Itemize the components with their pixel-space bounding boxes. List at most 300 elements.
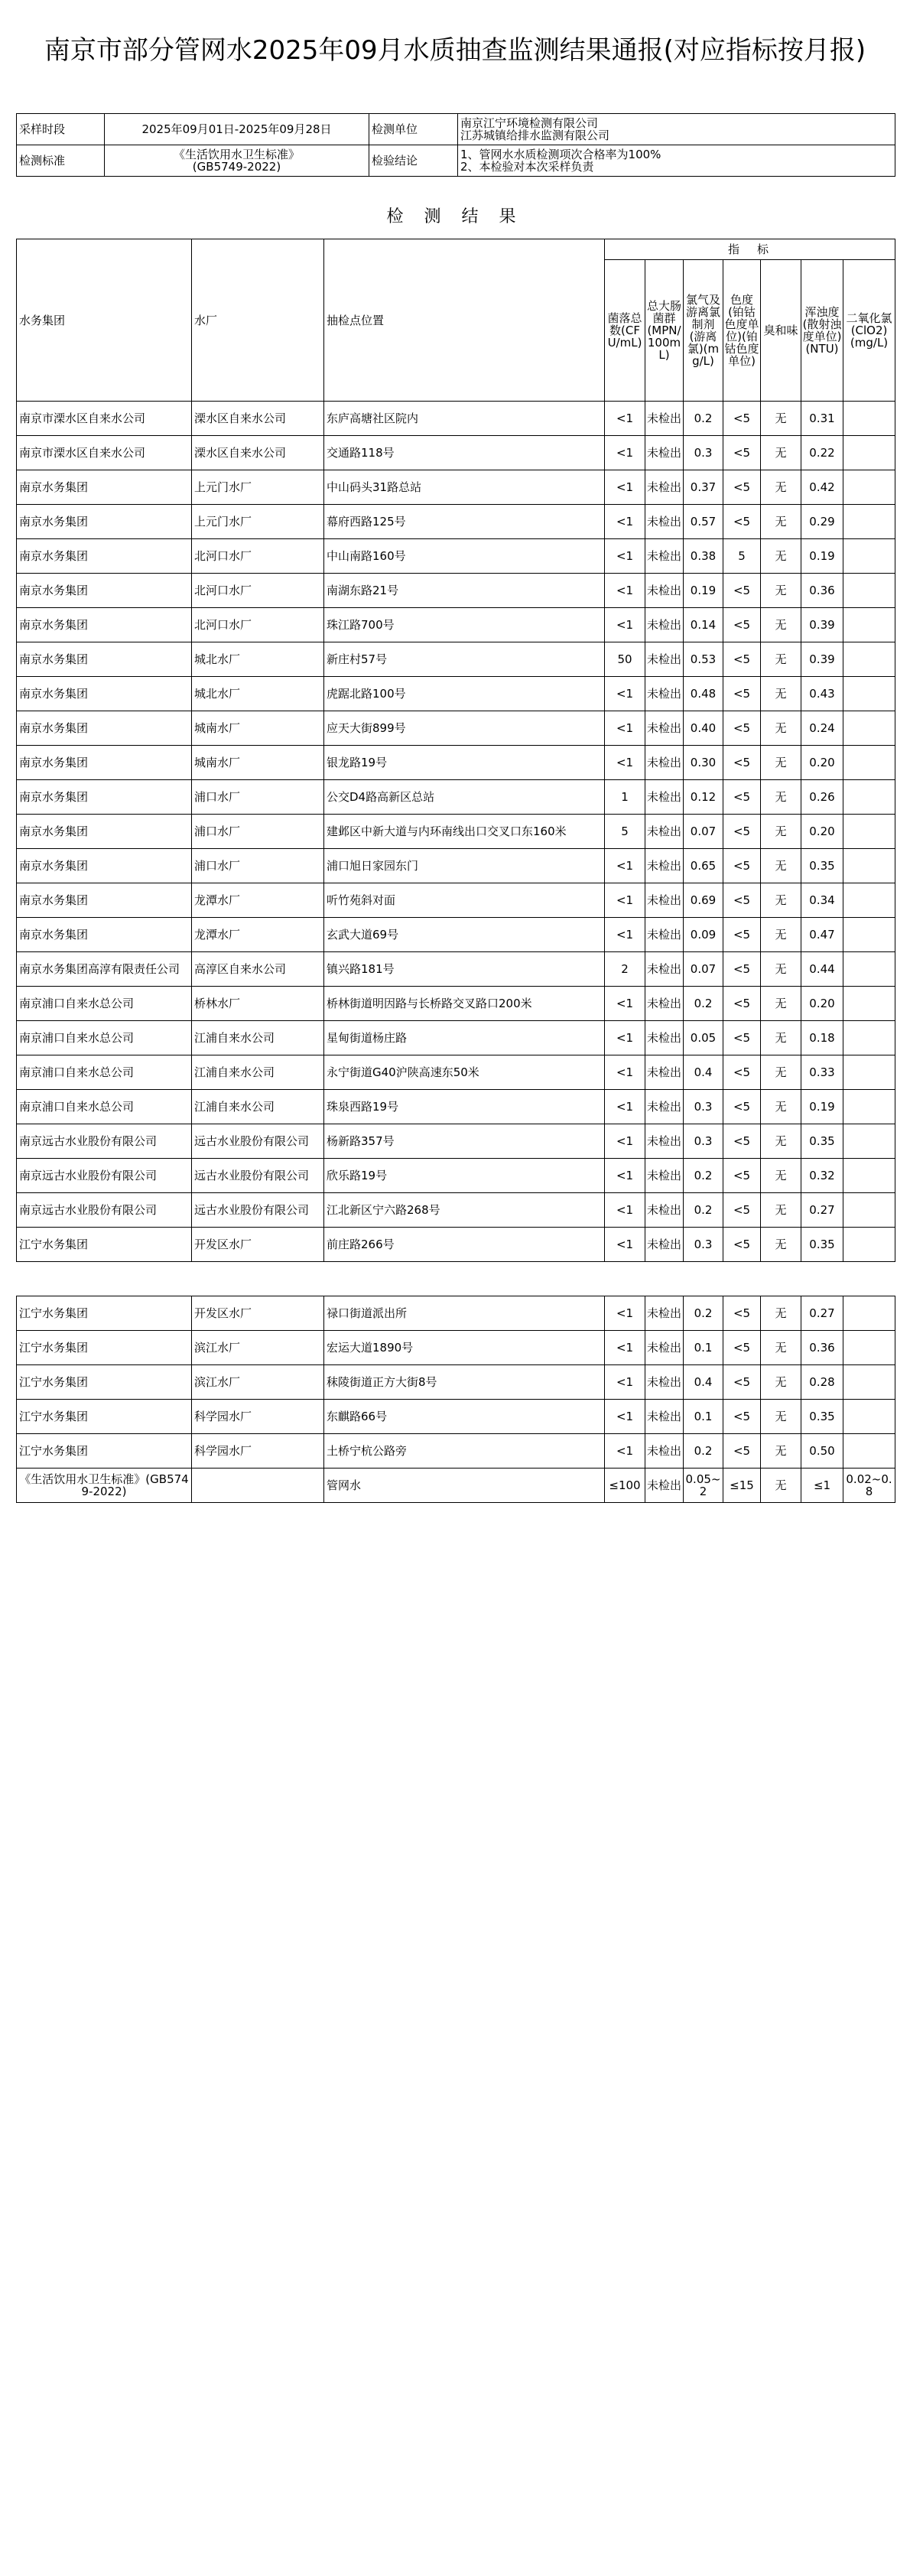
clo2-cell xyxy=(843,436,895,470)
group-cell: 南京水务集团高淳有限责任公司 xyxy=(17,952,192,987)
group-cell: 江宁水务集团 xyxy=(17,1400,192,1434)
color-cell: <5 xyxy=(723,987,761,1021)
group-cell: 南京浦口自来水总公司 xyxy=(17,987,192,1021)
section-gap-cell xyxy=(17,1262,895,1296)
results-title: 检 测 结 果 xyxy=(386,207,524,226)
plant-cell: 科学园水厂 xyxy=(192,1400,324,1434)
color-cell: <5 xyxy=(723,815,761,849)
odor-cell: 无 xyxy=(761,711,801,746)
testing-unit-line: 南京江宁环境检测有限公司 xyxy=(460,116,599,130)
color-cell: <5 xyxy=(723,1159,761,1193)
color-cell: <5 xyxy=(723,1228,761,1262)
odor-cell: 无 xyxy=(761,1365,801,1400)
color-cell: ≤15 xyxy=(723,1469,761,1503)
odor-cell: 无 xyxy=(761,1159,801,1193)
plant-cell: 浦口水厂 xyxy=(192,815,324,849)
colony-cell: <1 xyxy=(605,1055,645,1090)
location-cell: 新庄村57号 xyxy=(324,642,605,677)
plant-cell: 溧水区自来水公司 xyxy=(192,402,324,436)
coliform-cell: 未检出 xyxy=(645,952,684,987)
odor-cell: 无 xyxy=(761,677,801,711)
table-row xyxy=(17,1090,895,1124)
standard-name-cell: 《生活饮用水卫生标准》(GB5749-2022) xyxy=(17,1469,192,1503)
table-row xyxy=(17,918,895,952)
chlorine-cell: 0.2 xyxy=(684,1193,723,1228)
chlorine-cell: 0.4 xyxy=(684,1365,723,1400)
color-cell: <5 xyxy=(723,1090,761,1124)
info-row-1 xyxy=(17,114,895,145)
coliform-cell: 未检出 xyxy=(645,746,684,780)
chlorine-cell: 0.38 xyxy=(684,539,723,574)
chlorine-cell: 0.2 xyxy=(684,1434,723,1469)
table-row xyxy=(17,711,895,746)
colony-cell: <1 xyxy=(605,918,645,952)
group-cell: 南京水务集团 xyxy=(17,608,192,642)
coliform-cell: 未检出 xyxy=(645,1193,684,1228)
table-row xyxy=(17,1159,895,1193)
coliform-cell: 未检出 xyxy=(645,642,684,677)
location-cell: 秣陵街道正方大街8号 xyxy=(324,1365,605,1400)
chlorine-cell: 0.05~2 xyxy=(684,1469,723,1503)
group-cell: 南京市溧水区自来水公司 xyxy=(17,436,192,470)
plant-cell: 江浦自来水公司 xyxy=(192,1055,324,1090)
color-cell: <5 xyxy=(723,1124,761,1159)
colony-cell: <1 xyxy=(605,1193,645,1228)
clo2-cell xyxy=(843,849,895,883)
table-row xyxy=(17,1055,895,1090)
coliform-cell: 未检出 xyxy=(645,1331,684,1365)
table-row xyxy=(17,505,895,539)
color-cell: <5 xyxy=(723,711,761,746)
odor-cell: 无 xyxy=(761,1331,801,1365)
turbidity-cell: 0.20 xyxy=(801,746,843,780)
plant-cell: 滨江水厂 xyxy=(192,1331,324,1365)
odor-cell: 无 xyxy=(761,1193,801,1228)
chlorine-cell: 0.53 xyxy=(684,642,723,677)
location-cell: 管网水 xyxy=(324,1469,605,1503)
odor-cell: 无 xyxy=(761,746,801,780)
colony-cell: <1 xyxy=(605,1296,645,1331)
location-cell: 珠泉西路19号 xyxy=(324,1090,605,1124)
odor-cell: 无 xyxy=(761,1090,801,1124)
group-cell: 南京水务集团 xyxy=(17,883,192,918)
chlorine-cell: 0.14 xyxy=(684,608,723,642)
location-cell: 东麒路66号 xyxy=(324,1400,605,1434)
chlorine-cell: 0.40 xyxy=(684,711,723,746)
turbidity-cell: 0.43 xyxy=(801,677,843,711)
chlorine-cell: 0.3 xyxy=(684,1228,723,1262)
chlorine-cell: 0.2 xyxy=(684,1159,723,1193)
plant-cell: 城北水厂 xyxy=(192,677,324,711)
coliform-cell: 未检出 xyxy=(645,1296,684,1331)
sampling-period-value: 2025年09月01日-2025年09月28日 xyxy=(105,114,369,145)
clo2-cell xyxy=(843,1021,895,1055)
clo2-cell xyxy=(843,1228,895,1262)
colony-cell: <1 xyxy=(605,1124,645,1159)
group-cell: 南京水务集团 xyxy=(17,677,192,711)
table-row xyxy=(17,1228,895,1262)
color-cell: <5 xyxy=(723,436,761,470)
turbidity-cell: 0.20 xyxy=(801,987,843,1021)
results-body xyxy=(17,402,895,1503)
group-cell: 南京浦口自来水总公司 xyxy=(17,1055,192,1090)
clo2-cell xyxy=(843,505,895,539)
turbidity-cell: 0.31 xyxy=(801,402,843,436)
chlorine-cell: 0.65 xyxy=(684,849,723,883)
table-row xyxy=(17,608,895,642)
color-cell: <5 xyxy=(723,1296,761,1331)
table-row xyxy=(17,815,895,849)
chlorine-cell: 0.07 xyxy=(684,952,723,987)
color-cell: <5 xyxy=(723,642,761,677)
plant-cell: 龙潭水厂 xyxy=(192,883,324,918)
plant-cell: 浦口水厂 xyxy=(192,780,324,815)
group-cell: 江宁水务集团 xyxy=(17,1365,192,1400)
location-cell: 建邺区中新大道与内环南线出口交叉口东160米 xyxy=(324,815,605,849)
location-cell: 银龙路19号 xyxy=(324,746,605,780)
coliform-cell: 未检出 xyxy=(645,608,684,642)
colony-cell: <1 xyxy=(605,1400,645,1434)
location-cell: 镇兴路181号 xyxy=(324,952,605,987)
chlorine-cell: 0.2 xyxy=(684,987,723,1021)
chlorine-cell: 0.3 xyxy=(684,1090,723,1124)
table-row xyxy=(17,1434,895,1469)
odor-cell: 无 xyxy=(761,1124,801,1159)
plant-cell: 江浦自来水公司 xyxy=(192,1021,324,1055)
color-cell: <5 xyxy=(723,883,761,918)
conclusion-value xyxy=(458,145,895,177)
location-cell: 交通路118号 xyxy=(324,436,605,470)
group-cell: 南京水务集团 xyxy=(17,849,192,883)
chlorine-cell: 0.2 xyxy=(684,402,723,436)
plant-cell xyxy=(192,1469,324,1503)
header-plant: 水厂 xyxy=(192,239,324,402)
colony-cell: <1 xyxy=(605,1331,645,1365)
odor-cell: 无 xyxy=(761,1021,801,1055)
location-cell: 玄武大道69号 xyxy=(324,918,605,952)
chlorine-cell: 0.3 xyxy=(684,1124,723,1159)
chlorine-cell: 0.37 xyxy=(684,470,723,505)
group-cell: 江宁水务集团 xyxy=(17,1228,192,1262)
location-cell: 南湖东路21号 xyxy=(324,574,605,608)
coliform-cell: 未检出 xyxy=(645,1055,684,1090)
coliform-cell: 未检出 xyxy=(645,815,684,849)
color-cell: <5 xyxy=(723,505,761,539)
turbidity-cell: 0.32 xyxy=(801,1159,843,1193)
plant-cell: 城南水厂 xyxy=(192,711,324,746)
turbidity-cell: 0.20 xyxy=(801,815,843,849)
standard-line: (GB5749-2022) xyxy=(192,160,281,174)
colony-cell: <1 xyxy=(605,1021,645,1055)
coliform-cell: 未检出 xyxy=(645,1228,684,1262)
clo2-cell xyxy=(843,1193,895,1228)
location-cell: 桥林街道明因路与长桥路交叉路口200米 xyxy=(324,987,605,1021)
turbidity-cell: 0.27 xyxy=(801,1296,843,1331)
clo2-cell xyxy=(843,677,895,711)
table-row xyxy=(17,1365,895,1400)
location-cell: 中山码头31路总站 xyxy=(324,470,605,505)
plant-cell: 开发区水厂 xyxy=(192,1228,324,1262)
location-cell: 前庄路266号 xyxy=(324,1228,605,1262)
clo2-cell xyxy=(843,1331,895,1365)
coliform-cell: 未检出 xyxy=(645,677,684,711)
colony-cell: <1 xyxy=(605,1159,645,1193)
location-cell: 公交D4路高新区总站 xyxy=(324,780,605,815)
odor-cell: 无 xyxy=(761,505,801,539)
results-table xyxy=(16,239,895,1503)
plant-cell: 桥林水厂 xyxy=(192,987,324,1021)
sampling-period-label: 采样时段 xyxy=(17,114,105,145)
coliform-cell: 未检出 xyxy=(645,1469,684,1503)
clo2-cell xyxy=(843,711,895,746)
plant-cell: 江浦自来水公司 xyxy=(192,1090,324,1124)
odor-cell: 无 xyxy=(761,436,801,470)
turbidity-cell: 0.28 xyxy=(801,1365,843,1400)
turbidity-cell: 0.26 xyxy=(801,780,843,815)
clo2-cell xyxy=(843,918,895,952)
odor-cell: 无 xyxy=(761,608,801,642)
colony-cell: ≤100 xyxy=(605,1469,645,1503)
odor-cell: 无 xyxy=(761,402,801,436)
table-row xyxy=(17,883,895,918)
chlorine-cell: 0.07 xyxy=(684,815,723,849)
clo2-cell xyxy=(843,1434,895,1469)
color-cell: <5 xyxy=(723,608,761,642)
colony-cell: <1 xyxy=(605,883,645,918)
color-cell: <5 xyxy=(723,746,761,780)
color-cell: 5 xyxy=(723,539,761,574)
coliform-cell: 未检出 xyxy=(645,1090,684,1124)
location-cell: 杨新路357号 xyxy=(324,1124,605,1159)
color-cell: <5 xyxy=(723,1193,761,1228)
clo2-cell xyxy=(843,883,895,918)
turbidity-cell: 0.35 xyxy=(801,1228,843,1262)
turbidity-cell: 0.39 xyxy=(801,608,843,642)
chlorine-cell: 0.05 xyxy=(684,1021,723,1055)
coliform-cell: 未检出 xyxy=(645,780,684,815)
table-row xyxy=(17,746,895,780)
section-gap xyxy=(17,1262,895,1296)
coliform-cell: 未检出 xyxy=(645,1021,684,1055)
clo2-cell xyxy=(843,539,895,574)
table-row xyxy=(17,1193,895,1228)
colony-cell: <1 xyxy=(605,470,645,505)
location-cell: 宏运大道1890号 xyxy=(324,1331,605,1365)
chlorine-cell: 0.1 xyxy=(684,1400,723,1434)
color-cell: <5 xyxy=(723,402,761,436)
turbidity-cell: 0.36 xyxy=(801,574,843,608)
group-cell: 南京水务集团 xyxy=(17,574,192,608)
location-cell: 虎踞北路100号 xyxy=(324,677,605,711)
chlorine-cell: 0.4 xyxy=(684,1055,723,1090)
clo2-cell xyxy=(843,402,895,436)
location-cell: 东庐高塘社区院内 xyxy=(324,402,605,436)
conclusion-line: 1、管网水水质检测项次合格率为100% xyxy=(460,148,661,161)
location-cell: 听竹苑斜对面 xyxy=(324,883,605,918)
clo2-cell xyxy=(843,608,895,642)
table-row xyxy=(17,677,895,711)
plant-cell: 远古水业股份有限公司 xyxy=(192,1124,324,1159)
color-cell: <5 xyxy=(723,1331,761,1365)
plant-cell: 开发区水厂 xyxy=(192,1296,324,1331)
group-cell: 南京浦口自来水总公司 xyxy=(17,1090,192,1124)
chlorine-cell: 0.12 xyxy=(684,780,723,815)
standard-label: 检测标准 xyxy=(17,145,105,177)
clo2-cell xyxy=(843,642,895,677)
coliform-cell: 未检出 xyxy=(645,883,684,918)
group-cell: 南京水务集团 xyxy=(17,918,192,952)
coliform-cell: 未检出 xyxy=(645,574,684,608)
odor-cell: 无 xyxy=(761,987,801,1021)
colony-cell: <1 xyxy=(605,987,645,1021)
colony-cell: <1 xyxy=(605,677,645,711)
clo2-cell xyxy=(843,1365,895,1400)
clo2-cell xyxy=(843,780,895,815)
header-col-colony: 菌落总数(CFU/mL) xyxy=(605,260,645,402)
colony-cell: <1 xyxy=(605,574,645,608)
coliform-cell: 未检出 xyxy=(645,436,684,470)
table-row xyxy=(17,539,895,574)
coliform-cell: 未检出 xyxy=(645,711,684,746)
odor-cell: 无 xyxy=(761,470,801,505)
color-cell: <5 xyxy=(723,952,761,987)
turbidity-cell: 0.19 xyxy=(801,539,843,574)
group-cell: 南京水务集团 xyxy=(17,505,192,539)
coliform-cell: 未检出 xyxy=(645,1400,684,1434)
color-cell: <5 xyxy=(723,1434,761,1469)
chlorine-cell: 0.69 xyxy=(684,883,723,918)
testing-unit-value xyxy=(458,114,895,145)
plant-cell: 浦口水厂 xyxy=(192,849,324,883)
header-col-clo2: 二氧化氯(ClO2)(mg/L) xyxy=(843,260,895,402)
turbidity-cell: 0.33 xyxy=(801,1055,843,1090)
location-cell: 江北新区宁六路268号 xyxy=(324,1193,605,1228)
table-row xyxy=(17,642,895,677)
odor-cell: 无 xyxy=(761,1296,801,1331)
clo2-cell xyxy=(843,952,895,987)
odor-cell: 无 xyxy=(761,1469,801,1503)
table-row xyxy=(17,1021,895,1055)
table-row xyxy=(17,402,895,436)
clo2-cell xyxy=(843,470,895,505)
group-cell: 江宁水务集团 xyxy=(17,1296,192,1331)
group-cell: 南京水务集团 xyxy=(17,470,192,505)
header-col-chlorine: 氯气及游离氯制剂(游离氯)(mg/L) xyxy=(684,260,723,402)
clo2-cell: 0.02~0.8 xyxy=(843,1469,895,1503)
conclusion-line: 2、本检验对本次采样负责 xyxy=(460,160,594,174)
colony-cell: <1 xyxy=(605,505,645,539)
group-cell: 南京浦口自来水总公司 xyxy=(17,1021,192,1055)
table-row xyxy=(17,470,895,505)
odor-cell: 无 xyxy=(761,642,801,677)
turbidity-cell: 0.50 xyxy=(801,1434,843,1469)
coliform-cell: 未检出 xyxy=(645,402,684,436)
location-cell: 浦口旭日家园东门 xyxy=(324,849,605,883)
clo2-cell xyxy=(843,1090,895,1124)
clo2-cell xyxy=(843,746,895,780)
info-row-2 xyxy=(17,145,895,177)
clo2-cell xyxy=(843,574,895,608)
coliform-cell: 未检出 xyxy=(645,918,684,952)
colony-cell: 5 xyxy=(605,815,645,849)
odor-cell: 无 xyxy=(761,780,801,815)
plant-cell: 上元门水厂 xyxy=(192,470,324,505)
table-row xyxy=(17,574,895,608)
color-cell: <5 xyxy=(723,1055,761,1090)
testing-unit-line: 江苏城镇给排水监测有限公司 xyxy=(460,128,610,142)
colony-cell: <1 xyxy=(605,746,645,780)
coliform-cell: 未检出 xyxy=(645,1159,684,1193)
turbidity-cell: 0.29 xyxy=(801,505,843,539)
turbidity-cell: 0.39 xyxy=(801,642,843,677)
colony-cell: <1 xyxy=(605,402,645,436)
turbidity-cell: 0.35 xyxy=(801,1124,843,1159)
page-title: 南京市部分管网水2025年09月水质抽查监测结果通报(对应指标按月报) xyxy=(44,35,866,66)
plant-cell: 高淳区自来水公司 xyxy=(192,952,324,987)
location-cell: 珠江路700号 xyxy=(324,608,605,642)
table-row xyxy=(17,1296,895,1331)
plant-cell: 滨江水厂 xyxy=(192,1365,324,1400)
turbidity-cell: 0.36 xyxy=(801,1331,843,1365)
header-row-1 xyxy=(17,239,895,260)
standard-value xyxy=(105,145,369,177)
header-indicators: 指 标 xyxy=(605,239,895,260)
location-cell: 欣乐路19号 xyxy=(324,1159,605,1193)
group-cell: 南京水务集团 xyxy=(17,539,192,574)
group-cell: 南京远古水业股份有限公司 xyxy=(17,1124,192,1159)
color-cell: <5 xyxy=(723,918,761,952)
plant-cell: 北河口水厂 xyxy=(192,574,324,608)
location-cell: 应天大街899号 xyxy=(324,711,605,746)
turbidity-cell: 0.47 xyxy=(801,918,843,952)
group-cell: 江宁水务集团 xyxy=(17,1434,192,1469)
header-col-odor: 臭和味 xyxy=(761,260,801,402)
clo2-cell xyxy=(843,815,895,849)
turbidity-cell: 0.44 xyxy=(801,952,843,987)
plant-cell: 上元门水厂 xyxy=(192,505,324,539)
turbidity-cell: 0.34 xyxy=(801,883,843,918)
clo2-cell xyxy=(843,1159,895,1193)
odor-cell: 无 xyxy=(761,1228,801,1262)
clo2-cell xyxy=(843,1400,895,1434)
colony-cell: <1 xyxy=(605,608,645,642)
plant-cell: 远古水业股份有限公司 xyxy=(192,1159,324,1193)
turbidity-cell: ≤1 xyxy=(801,1469,843,1503)
clo2-cell xyxy=(843,1296,895,1331)
colony-cell: <1 xyxy=(605,1090,645,1124)
coliform-cell: 未检出 xyxy=(645,1434,684,1469)
table-row xyxy=(17,436,895,470)
coliform-cell: 未检出 xyxy=(645,539,684,574)
odor-cell: 无 xyxy=(761,574,801,608)
header-col-turbidity: 浑浊度(散射浊度单位)(NTU) xyxy=(801,260,843,402)
turbidity-cell: 0.42 xyxy=(801,470,843,505)
plant-cell: 城北水厂 xyxy=(192,642,324,677)
odor-cell: 无 xyxy=(761,918,801,952)
chlorine-cell: 0.48 xyxy=(684,677,723,711)
table-row xyxy=(17,1400,895,1434)
turbidity-cell: 0.27 xyxy=(801,1193,843,1228)
color-cell: <5 xyxy=(723,849,761,883)
color-cell: <5 xyxy=(723,470,761,505)
standard-line: 《生活饮用水卫生标准》 xyxy=(173,148,300,161)
group-cell: 南京水务集团 xyxy=(17,815,192,849)
chlorine-cell: 0.2 xyxy=(684,1296,723,1331)
odor-cell: 无 xyxy=(761,952,801,987)
conclusion-label: 检验结论 xyxy=(369,145,458,177)
plant-cell: 远古水业股份有限公司 xyxy=(192,1193,324,1228)
odor-cell: 无 xyxy=(761,539,801,574)
